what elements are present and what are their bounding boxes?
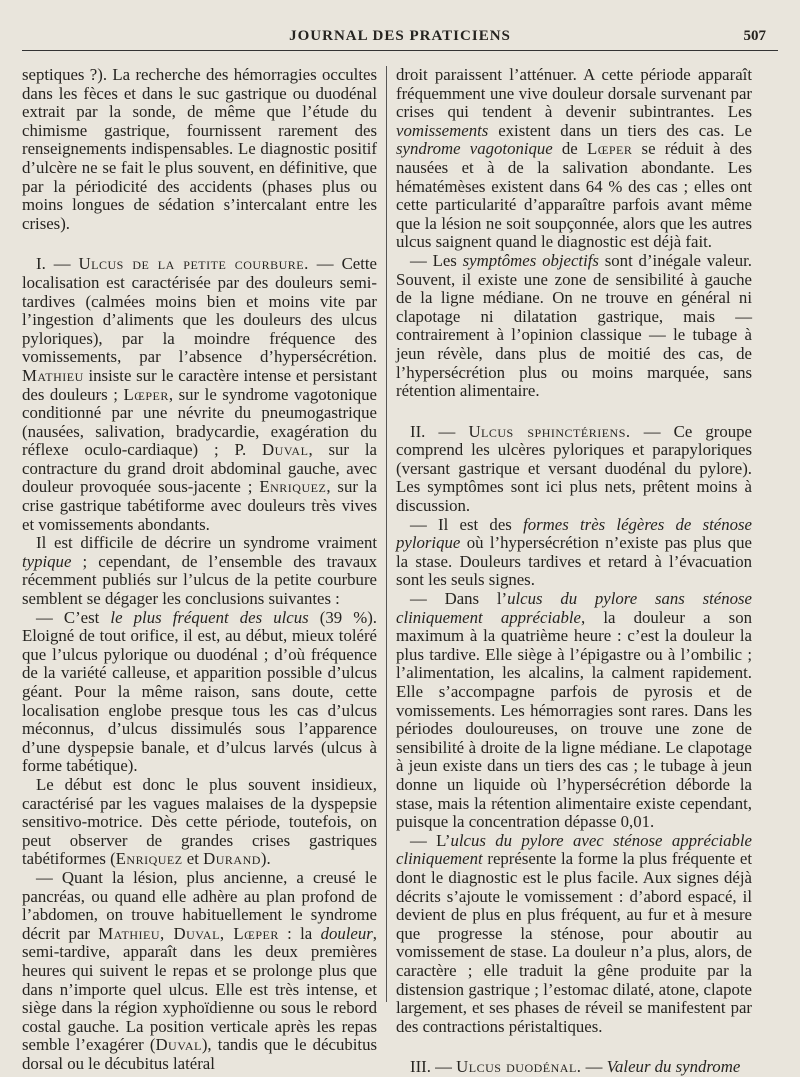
page-number: 507 bbox=[743, 28, 766, 44]
paragraph: — C’est le plus fréquent des ulcus (39 %). Eloigné de tout orifice, il est, au début, mieux toléré que l’ulcus pylorique ou duodénal ; d’où fréquence de la variété calleuse, et apparition possible d’ulcus géant. Pour la même raison, sans doute, cette localisation englobe presque tous les cas d’ulcus méconnus, d’ulcus dissimulés sous l’apparence d’une dyspepsie banale, et d’ulcus larvés (ulcus à forme tabétique). bbox=[22, 607, 377, 776]
paragraph: septiques ?). La recherche des hémorragies occultes dans les fèces et dans le suc gastrique ou duodénal extrait par la sonde, de même que l’étude du chimisme gastrique, fournissent rarement des renseignements indispensables. Le diagnostic positif d’ulcère ne se fait le plus souvent, en définitive, que par la périodicité des accidents (phases plus ou moins longues de sédation s’intercalant entre les crises). bbox=[22, 65, 377, 233]
author-name: Mathieu bbox=[22, 365, 84, 385]
section-number: II. — bbox=[410, 421, 469, 441]
section-heading: Ulcus de la petite courbure. bbox=[78, 254, 309, 274]
author-name: Lœper bbox=[123, 384, 169, 404]
left-column bbox=[22, 66, 377, 1073]
paragraph: — L’ulcus du pylore avec sténose appréciable cliniquement représente la forme la plus fréquente et dont le diagnostic est le plus facile. Aux signes déjà décrits s’ajoute le vomissement : d’abord espacé, il devient de plus en plus fréquent, au fur et à mesure que progresse la sténose, pour aboutir au vomissement de stase. La douleur n’a plus, alors, de caractère ; elle traduit la gêne produite par la distension gastrique ; l’estomac dilaté, atone, clapote largement, et ses phases de réveil se manifestent par des contractions péristaltiques. bbox=[396, 830, 753, 1036]
page-header bbox=[22, 28, 778, 54]
right-column bbox=[396, 66, 752, 1077]
author-name: Duval bbox=[262, 440, 309, 460]
author-name: Enriquez bbox=[115, 849, 183, 869]
author-name: Durand bbox=[203, 849, 261, 869]
author-name: Duval bbox=[155, 1035, 202, 1055]
author-name: Enriquez bbox=[259, 477, 327, 497]
author-name: Mathieu, Duval, Lœper bbox=[98, 923, 279, 943]
author-name: Lœper bbox=[586, 139, 633, 159]
paragraph: — Les symptômes objectifs sont d’inégale valeur. Souvent, il existe une zone de sensibilité à gauche de la ligne médiane. On ne trouve en général ni clapotage ni dilatation gastrique, mais — contrairement à l’opinion classique — le tubage à jeun révèle, dans plus de moitié des cas, de l’hypersécrétion plus ou moins marquée, sans rétention alimentaire. bbox=[396, 250, 752, 401]
section-2-paragraph: II. — Ulcus sphinctériens. — Ce groupe comprend les ulcères pyloriques et parapyloriques (versant gastrique et versant duodénal du pylore). Les symptômes sont ici plus nets, prêtent moins à discussion. bbox=[396, 421, 753, 516]
section-1-paragraph: I. — Ulcus de la petite courbure. — Cette localisation est caractérisée par des douleurs semi-tardives (calmées moins bien et moins vite par l’ingestion d’aliments que les douleurs des ulcus pyloriques), par la moindre fréquence des vomissements, par l’absence d’hypersécrétion. Mathieu insiste sur le caractère intense et persistant des douleurs ; Lœper, sur le syndrome vagotonique conditionné par une névrite du pneumogastrique (nausées, salivation, bradycardie, exagération du réflexe oculo-cardiaque) ; P. Duval, sur la contracture du grand droit abdominal gauche, avec douleur provoquée sous-jacente ; Enriquez, sur la crise gastrique tabétiforme avec douleurs très vives et vomissements abondants. bbox=[22, 254, 377, 534]
section-number: III. — bbox=[410, 1057, 457, 1077]
paragraph: Le début est donc le plus souvent insidieux, caractérisé par les vagues malaises de la dyspepsie sensitivo-motrice. Dès cette période, toutefois, on peut observer de grandes crises gastriques tabétiformes (Enriquez et Durand). bbox=[22, 774, 377, 869]
section-heading: Ulcus sphinctériens. bbox=[468, 421, 631, 441]
section-3-paragraph: III. — Ulcus duodénal. — Valeur du syndrome bbox=[410, 1057, 741, 1077]
section-heading: Ulcus duodénal. bbox=[456, 1057, 582, 1077]
paragraph: Il est difficile de décrire un syndrome vraiment typique ; cependant, de l’ensemble des travaux récemment publiés sur l’ulcus de la petite courbure semblent se dégager les conclusions suivantes : bbox=[22, 533, 377, 609]
header-rule bbox=[22, 50, 778, 51]
paragraph: — Quant la lésion, plus ancienne, a creusé le pancréas, ou quand elle adhère au plan profond de l’abdomen, on trouve habituellement le syndrome décrit par Mathieu, Duval, Lœper : la douleur, semi-tardive, apparaît dans les deux premières heures qui suivent le repas et se prolonge plus que dans n’importe quel ulcus. Elle est très intense, et siège dans la région xyphoïdienne ou sous le rebord costal gauche. La position verticale après les repas semble l’exagérer (Duval), tandis que le décubitus dorsal ou le décubitus latéral bbox=[22, 867, 377, 1073]
paragraph: droit paraissent l’atténuer. A cette période apparaît fréquemment une vive douleur dorsale survenant par crises qui tendent à devenir subintrantes. Les vomissements existent dans un tiers des cas. Le syndrome vagotonique de Lœper se réduit à des nausées et à de la salivation abondante. Les hématémèses existent dans 64 % des cas ; elles ont cette particularité d’apparaître parfois avant même que la lésion ne soit soupçonnée, alors que les autres ulcus saignent quand le diagnostic est déjà fait. bbox=[396, 65, 752, 252]
section-number: I. — bbox=[36, 254, 79, 274]
column-divider bbox=[386, 66, 387, 1002]
journal-title: JOURNAL DES PRATICIENS bbox=[289, 28, 511, 44]
paragraph: — Il est des formes très légères de sténose pylorique où l’hypersécrétion n’existe pas plus que la stase. Douleurs tardives et retard à l’évacuation sont les seuls signes. bbox=[396, 514, 753, 590]
paragraph: — Dans l’ulcus du pylore sans sténose cliniquement appréciable, la douleur a son maximum à la quatrième heure : c’est la douleur la plus tardive. Elle siège à l’épigastre ou à l’ombilic ; l’alimentation, les alcalins, la calment rapidement. Elle s’accompagne parfois de pyrosis et de vomissements. Les hémorragies sont rares. Dans les périodes douloureuses, on trouve une zone de sensibilité à droite de la ligne médiane. Le clapotage à jeun existe dans un tiers des cas ; le tubage à jeun donne un liquide où l’hypersécrétion déborde la stase, mais la rétention alimentaire existe cependant, puisque la concentration dépasse 0,01. bbox=[396, 589, 752, 832]
